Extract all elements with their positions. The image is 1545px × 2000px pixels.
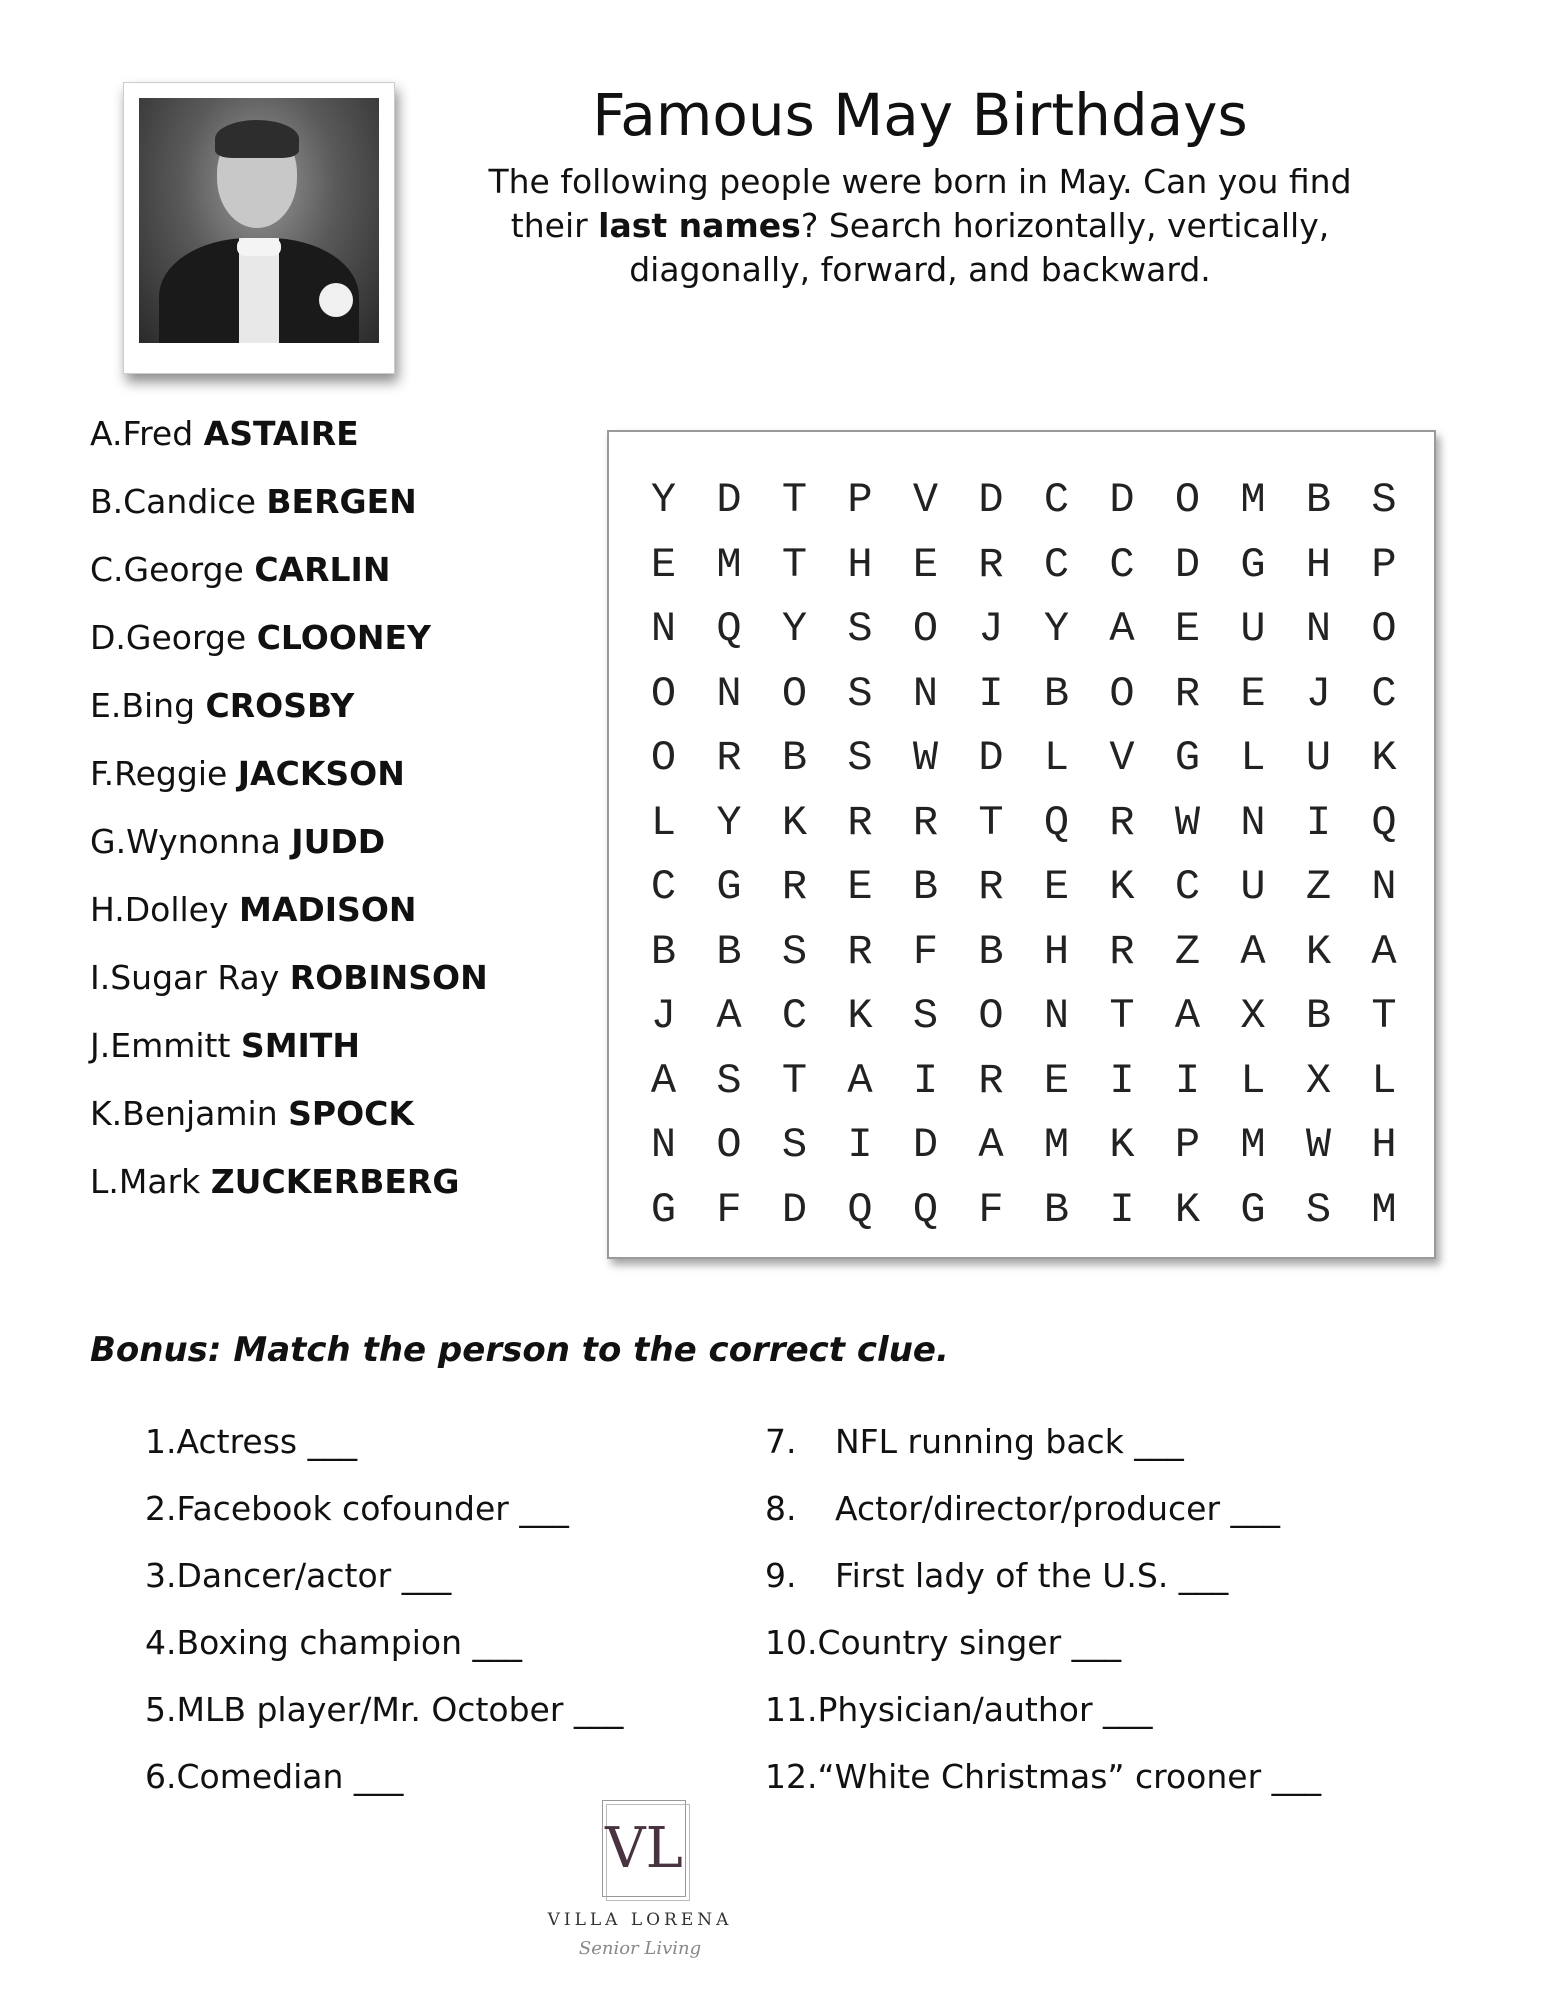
grid-letter: Y bbox=[716, 798, 742, 847]
grid-letter: O bbox=[978, 992, 1004, 1040]
last-name: CARLIN bbox=[254, 550, 391, 589]
bonus-clue: 4.Boxing champion ___ bbox=[145, 1623, 523, 1662]
grid-letter: M bbox=[1240, 1121, 1266, 1169]
grid-letter: K bbox=[847, 992, 873, 1040]
grid-letter: A bbox=[1371, 927, 1397, 976]
grid-letter: Q bbox=[1043, 798, 1070, 847]
last-name: SMITH bbox=[240, 1026, 360, 1065]
grid-letter: Q bbox=[716, 605, 742, 653]
grid-letter: B bbox=[1043, 1185, 1070, 1234]
grid-letter: O bbox=[650, 734, 677, 782]
word-list-item: J.Emmitt SMITH bbox=[90, 1026, 360, 1065]
grid-letter: K bbox=[1305, 927, 1332, 976]
word-list-item: I.Sugar Ray ROBINSON bbox=[90, 958, 488, 997]
word-list-item: C.George CARLIN bbox=[90, 550, 391, 589]
last-name: SPOCK bbox=[288, 1094, 414, 1133]
grid-letter: M bbox=[716, 540, 742, 589]
grid-letter: K bbox=[1371, 734, 1397, 782]
grid-letter: B bbox=[1305, 476, 1332, 524]
grid-letter: K bbox=[1109, 1121, 1135, 1169]
grid-letter: N bbox=[1371, 863, 1397, 911]
grid-letter: Q bbox=[847, 1185, 873, 1234]
grid-letter: D bbox=[912, 1121, 939, 1169]
grid-letter: T bbox=[1109, 992, 1135, 1040]
grid-letter: P bbox=[1174, 1121, 1201, 1169]
word-list-item: D.George CLOONEY bbox=[90, 618, 431, 657]
bonus-clue: 3.Dancer/actor ___ bbox=[145, 1556, 452, 1595]
grid-letter: J bbox=[978, 605, 1004, 653]
grid-letter: B bbox=[650, 927, 677, 976]
grid-letter: Y bbox=[650, 476, 677, 524]
photo-frame bbox=[123, 82, 395, 374]
bonus-clue: 7. NFL running back ___ bbox=[765, 1422, 1184, 1461]
grid-letter: N bbox=[1305, 605, 1332, 653]
grid-letter: N bbox=[650, 1121, 677, 1169]
grid-letter: U bbox=[1240, 605, 1266, 653]
grid-letter: S bbox=[781, 927, 808, 976]
word-search-grid bbox=[607, 430, 1436, 1259]
last-name: CLOONEY bbox=[256, 618, 431, 657]
grid-letter: B bbox=[912, 863, 939, 911]
grid-letter: F bbox=[978, 1185, 1004, 1234]
grid-letter: T bbox=[781, 476, 808, 524]
last-name: ZUCKERBERG bbox=[210, 1162, 460, 1201]
grid-letter: Q bbox=[1371, 798, 1397, 847]
grid-letter: V bbox=[912, 476, 939, 524]
grid-letter: W bbox=[912, 734, 939, 782]
grid-letter: S bbox=[1371, 476, 1397, 524]
grid-letter: N bbox=[912, 669, 939, 718]
bonus-title: Bonus: Match the person to the correct clue. bbox=[90, 1330, 949, 1370]
last-name: CROSBY bbox=[205, 686, 355, 725]
grid-letter: G bbox=[1240, 540, 1266, 589]
grid-letter: O bbox=[912, 605, 939, 653]
grid-letter: I bbox=[847, 1121, 873, 1169]
grid-letter: B bbox=[781, 734, 808, 782]
grid-letter: D bbox=[978, 476, 1004, 524]
grid-letter: B bbox=[716, 927, 742, 976]
word-list-item: F.Reggie JACKSON bbox=[90, 754, 405, 793]
grid-letter: J bbox=[650, 992, 677, 1040]
grid-letter: I bbox=[1109, 1056, 1135, 1105]
word-list-item: H.Dolley MADISON bbox=[90, 890, 417, 929]
grid-letter: E bbox=[912, 540, 939, 589]
word-list-item: B.Candice BERGEN bbox=[90, 482, 417, 521]
grid-letter: H bbox=[1371, 1121, 1397, 1169]
last-name: ASTAIRE bbox=[203, 414, 359, 453]
grid-letter: G bbox=[650, 1185, 677, 1234]
grid-letter: K bbox=[1174, 1185, 1201, 1234]
grid-letter: D bbox=[978, 734, 1004, 782]
grid-letter: N bbox=[716, 669, 742, 718]
grid-letter: E bbox=[1174, 605, 1201, 653]
grid-letter: L bbox=[1240, 734, 1266, 782]
grid-letter: W bbox=[1174, 798, 1201, 847]
grid-letter: A bbox=[847, 1056, 873, 1105]
grid-letter: B bbox=[978, 927, 1004, 976]
grid-letter: N bbox=[650, 605, 677, 653]
grid-letter: B bbox=[1043, 669, 1070, 718]
bonus-clue: 8. Actor/director/producer ___ bbox=[765, 1489, 1281, 1528]
grid-letter: I bbox=[1109, 1185, 1135, 1234]
bonus-clue: 5.MLB player/Mr. October ___ bbox=[145, 1690, 624, 1729]
grid-letter: R bbox=[912, 798, 939, 847]
grid-letter: I bbox=[1305, 798, 1332, 847]
bonus-clue: 9. First lady of the U.S. ___ bbox=[765, 1556, 1229, 1595]
bonus-clue: 6.Comedian ___ bbox=[145, 1757, 404, 1796]
grid-letter: R bbox=[1109, 798, 1135, 847]
instructions: The following people were born in May. Can you find their last names? Search horizontally, vertically, diagonally, forward, and backward. bbox=[488, 162, 1352, 289]
grid-letter: I bbox=[912, 1056, 939, 1105]
grid-letter: R bbox=[847, 927, 873, 976]
grid-letter: N bbox=[1240, 798, 1266, 847]
grid-letter: S bbox=[781, 1121, 808, 1169]
grid-letter: S bbox=[912, 992, 939, 1040]
grid-letter: C bbox=[781, 992, 808, 1040]
grid-letter: O bbox=[1371, 605, 1397, 653]
grid-letter: D bbox=[781, 1185, 808, 1234]
grid-letter: P bbox=[847, 476, 873, 524]
logo-tagline: Senior Living bbox=[578, 1938, 702, 1959]
grid-letter: A bbox=[716, 992, 742, 1040]
grid-letter: A bbox=[1240, 927, 1266, 976]
grid-letter: R bbox=[978, 540, 1004, 589]
grid-letter: L bbox=[650, 798, 677, 847]
grid-letter: D bbox=[1109, 476, 1135, 524]
bonus-clue: 10.Country singer ___ bbox=[765, 1623, 1122, 1662]
grid-letter: Y bbox=[1043, 605, 1070, 653]
word-list-item: A.Fred ASTAIRE bbox=[90, 414, 359, 453]
last-name: BERGEN bbox=[266, 482, 417, 521]
word-list-item: E.Bing CROSBY bbox=[90, 686, 355, 725]
word-list-item: K.Benjamin SPOCK bbox=[90, 1094, 414, 1133]
grid-letter: O bbox=[1109, 669, 1135, 718]
grid-letter: C bbox=[1043, 476, 1070, 524]
word-list-item: G.Wynonna JUDD bbox=[90, 822, 386, 861]
grid-letter: W bbox=[1305, 1121, 1332, 1169]
grid-letter: R bbox=[978, 863, 1004, 911]
villa-lorena-logo bbox=[540, 1800, 740, 1975]
grid-letter: H bbox=[1305, 540, 1332, 589]
grid-letter: A bbox=[978, 1121, 1004, 1169]
grid-letter: A bbox=[650, 1056, 677, 1105]
grid-letter: M bbox=[1043, 1121, 1070, 1169]
grid-letter: A bbox=[1109, 605, 1135, 653]
grid-letter: Z bbox=[1174, 927, 1201, 976]
grid-letter: H bbox=[1043, 927, 1070, 976]
grid-letter: A bbox=[1174, 992, 1201, 1040]
grid-letter: G bbox=[716, 863, 742, 911]
logo-name: VILLA LORENA bbox=[547, 1910, 733, 1930]
last-name: JUDD bbox=[291, 822, 386, 861]
grid-letter: S bbox=[847, 734, 873, 782]
grid-letter: R bbox=[1109, 927, 1135, 976]
grid-letter: Y bbox=[781, 605, 808, 653]
grid-letter: C bbox=[1109, 540, 1135, 589]
page-title: Famous May Birthdays bbox=[592, 81, 1248, 149]
grid-letter: O bbox=[716, 1121, 742, 1169]
grid-letter: I bbox=[1174, 1056, 1201, 1105]
grid-letter: F bbox=[716, 1185, 742, 1234]
grid-letter: C bbox=[1371, 669, 1397, 718]
grid-letter: G bbox=[1240, 1185, 1266, 1234]
bonus-clue: 2.Facebook cofounder ___ bbox=[145, 1489, 569, 1528]
grid-letter: T bbox=[781, 1056, 808, 1105]
grid-letter: X bbox=[1305, 1056, 1332, 1105]
grid-letter: O bbox=[781, 669, 808, 718]
bonus-clue: 11.Physician/author ___ bbox=[765, 1690, 1153, 1729]
grid-letter: D bbox=[716, 476, 742, 524]
grid-letter: M bbox=[1371, 1185, 1397, 1234]
grid-letter: T bbox=[781, 540, 808, 589]
grid-letter: R bbox=[716, 734, 742, 782]
grid-letter: U bbox=[1305, 734, 1332, 782]
last-name: ROBINSON bbox=[289, 958, 488, 997]
grid-letter: K bbox=[1109, 863, 1135, 911]
grid-letter: T bbox=[1371, 992, 1397, 1040]
bonus-clue: 12.“White Christmas” crooner ___ bbox=[765, 1757, 1322, 1796]
grid-letter: X bbox=[1240, 992, 1266, 1040]
word-list-item: L.Mark ZUCKERBERG bbox=[90, 1162, 460, 1201]
grid-letter: J bbox=[1305, 669, 1332, 718]
grid-letter: C bbox=[650, 863, 677, 911]
grid-letter: R bbox=[1174, 669, 1201, 718]
grid-letter: O bbox=[650, 669, 677, 718]
grid-letter: U bbox=[1240, 863, 1266, 911]
grid-letter: V bbox=[1109, 734, 1135, 782]
grid-letter: C bbox=[1174, 863, 1201, 911]
grid-letter: C bbox=[1043, 540, 1070, 589]
grid-letter: G bbox=[1174, 734, 1201, 782]
grid-letter: P bbox=[1371, 540, 1397, 589]
grid-letter: M bbox=[1240, 476, 1266, 524]
grid-letter: O bbox=[1174, 476, 1201, 524]
grid-letter: F bbox=[912, 927, 939, 976]
grid-letter: E bbox=[1043, 1056, 1070, 1105]
grid-letter: L bbox=[1043, 734, 1070, 782]
logo-mark: VL bbox=[605, 1816, 683, 1881]
grid-letter: Q bbox=[912, 1185, 939, 1234]
grid-letter: E bbox=[1043, 863, 1070, 911]
grid-letter: T bbox=[978, 798, 1004, 847]
grid-letter: D bbox=[1174, 540, 1201, 589]
grid-letter: H bbox=[847, 540, 873, 589]
grid-letter: K bbox=[781, 798, 808, 847]
grid-letter: B bbox=[1305, 992, 1332, 1040]
portrait-photo bbox=[139, 98, 379, 343]
grid-letter: E bbox=[650, 540, 677, 589]
grid-letter: L bbox=[1371, 1056, 1397, 1105]
grid-letter: E bbox=[847, 863, 873, 911]
grid-letter: R bbox=[781, 863, 808, 911]
grid-letter: R bbox=[978, 1056, 1004, 1105]
grid-letter: N bbox=[1043, 992, 1070, 1040]
last-name: MADISON bbox=[239, 890, 417, 929]
grid-letter: Z bbox=[1305, 863, 1332, 911]
grid-letter: E bbox=[1240, 669, 1266, 718]
boutonniere-shape bbox=[319, 283, 353, 317]
grid-letter: L bbox=[1240, 1056, 1266, 1105]
grid-letter: I bbox=[978, 669, 1004, 718]
bonus-clue: 1.Actress ___ bbox=[145, 1422, 358, 1461]
grid-letter: S bbox=[716, 1056, 742, 1105]
last-name: JACKSON bbox=[237, 754, 405, 793]
grid-letter: S bbox=[847, 605, 873, 653]
grid-letter: S bbox=[847, 669, 873, 718]
grid-letter: R bbox=[847, 798, 873, 847]
grid-letter: S bbox=[1305, 1185, 1332, 1234]
